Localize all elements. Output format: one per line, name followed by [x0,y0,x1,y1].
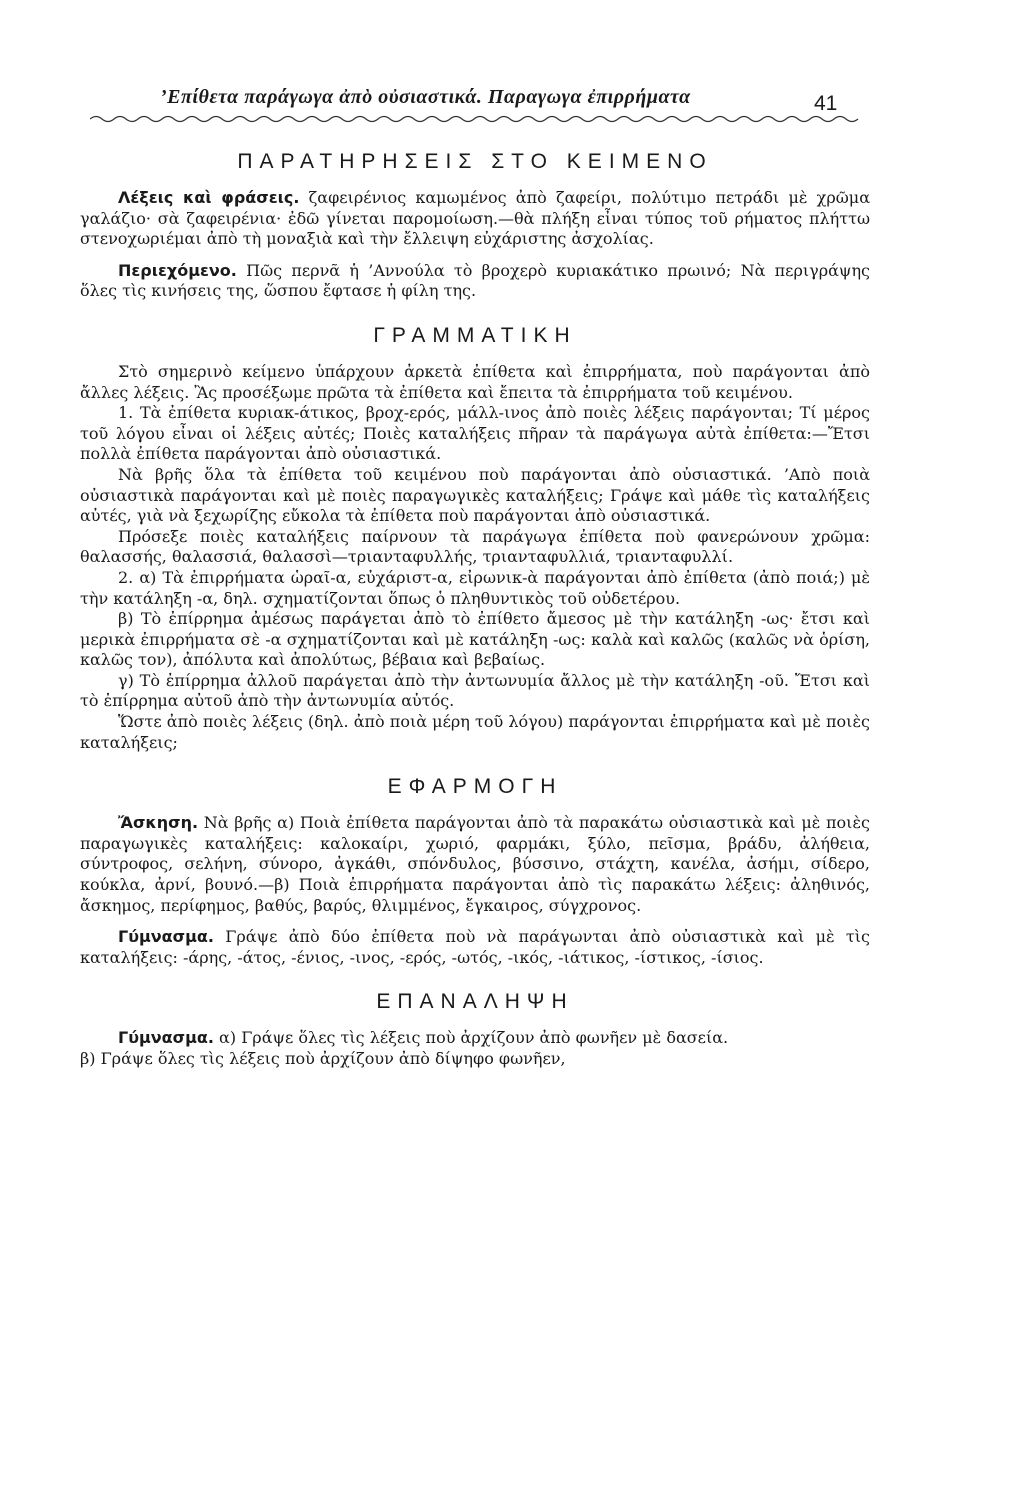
grammar-p2: Νὰ βρῆς ὅλα τὰ ἐπίθετα τοῦ κειμένου ποὺ παράγονται ἀπὸ οὐσιαστικά. ’Απὸ ποιὰ οὐσιαστικὰ παράγονται καὶ μὲ ποιὲς παραγωγικὲς καταλήξεις; Γράψε καὶ μάθε τὶς καταλήξεις αὐτές, γιὰ νὰ ξεχωρίζης εὔκολα τὰ ἐπίθετα ποὺ παράγονται ἀπὸ οὐσιαστικά. [80,464,870,526]
heading-grammar: ΓΡΑΜΜΑΤΙΚΗ [373,323,577,347]
grammar-p1: 1. Τὰ ἐπίθετα κυριακ-άτικος, βροχ-ερός, μάλλ-ινος ἀπὸ ποιὲς λέξεις παράγονται; Τί μέρος τοῦ λόγου εἶναι οἱ λέξεις αὐτές; Ποιὲς καταλήξεις πῆραν τὰ παράγωγα αὐτὰ ἐπίθετα:—Ἔτσι πολλὰ ἐπίθετα παράγονται ἀπὸ οὐσιαστικά. [80,403,870,464]
grammar-p4: 2. α) Τὰ ἐπιρρήματα ὡραῖ-α, εὐχάριστ-α, εἰρωνικ-ὰ παράγονται ἀπὸ ἐπίθετα (ἀπὸ ποιά;) μὲ τὴν κατάληξη -α, δηλ. σχηματίζονται ὅπως ὁ πληθυντικὸς τοῦ οὐδετέρου. [80,567,870,608]
page-number: 41 [814,92,838,115]
grammar-intro: Στὸ σημερινὸ κείμενο ὑπάρχουν ἀρκετὰ ἐπίθετα καὶ ἐπιρρήματα, ποὺ παράγονται ἀπὸ ἄλλες λέξεις. Ἂς προσέξωμε πρῶτα τὰ ἐπίθετα καὶ ἔπειτα τὰ ἐπιρρήματα τοῦ κειμένου. [80,361,870,402]
review-line-2: β) Γράψε ὅλες τὶς λέξεις ποὺ ἀρχίζουν ἀπὸ δίψηφο φωνῆεν, [80,1049,566,1068]
paragraph-exercise [80,813,870,916]
grammar-p7: Ὥστε ἀπὸ ποιὲς λέξεις (δηλ. ἀπὸ ποιὰ μέρη τοῦ λόγου) παράγονται ἐπιρρήματα καὶ μὲ ποιὲς καταλήξεις; [80,712,870,752]
label-words: Λέξεις καὶ φράσεις. [118,188,300,207]
heading-review: ΕΠΑΝΑΛΗΨΗ [376,990,574,1014]
label-content: Περιεχόμενο. [118,260,237,280]
grammar-p5: β) Τὸ ἐπίρρημα ἀμέσως παράγεται ἀπὸ τὸ ἐπίθετο ἄμεσος μὲ τὴν κατάληξη -ως· ἔτσι καὶ μερικὰ ἐπιρρήματα σὲ -α σχηματίζονται καὶ μὲ κατάληξη -ως: καλὰ καὶ καλῶς (καλῶς νὰ ὁρίση, καλῶς τον), ἀπόλυτα καὶ ἀπολύτως, βέβαια καὶ βεβαίως. [80,609,870,670]
paragraph-words [80,188,870,250]
page-content [80,150,870,1070]
paragraph-content [80,261,870,302]
words-body: ζαφειρένιος καμωμένος ἀπὸ ζαφείρι, πολύτιμο πετράδι μὲ χρῶμα γαλάζιο· σὰ ζαφειρένια· ἐδῶ γίνεται παρομοίωση.—θὰ πλήξη εἶναι τύπος τοῦ ρήματος πλήττω στενοχωριέμαι ἀπὸ τὴ μοναξιὰ καὶ τὴν ἔλλειψη εὐχάριστης ἀσχολίας. [80,188,870,249]
label-gymnasma: Γύμνασμα. [118,927,214,947]
label-review-gymnasma: Γύμνασμα. [118,1028,214,1048]
gymnasma-body: Γράψε ἀπὸ δύο ἐπίθετα ποὺ νὰ παράγωνται ἀπὸ οὐσιαστικὰ καὶ μὲ τὶς καταλήξεις: -άρης, -άτος, -ένιος, -ινος, -ερός, -ωτός, -ικός, -ιάτικος, -ίστικος, -ίσιος. [80,927,870,967]
grammar-p6: γ) Τὸ ἐπίρρημα ἀλλοῦ παράγεται ἀπὸ τὴν ἀντωνυμία ἄλλος μὲ τὴν κατάληξη -οῦ. Ἔτσι καὶ τὸ ἐπίρρημα αὐτοῦ ἀπὸ τὴν ἀντωνυμία αὐτός. [80,670,870,711]
label-exercise: Ἄσκηση. [118,813,199,833]
heading-application: ΕΦΑΡΜΟΓΗ [387,775,563,799]
review-line-1 [80,1028,870,1049]
heading-observations: ΠΑΡΑΤΗΡΗΣΕΙΣ ΣΤΟ ΚΕΙΜΕΝΟ [237,150,713,173]
exercise-body: Νὰ βρῆς α) Ποιὰ ἐπίθετα παράγονται ἀπὸ τὰ παρακάτω οὐσιαστικὰ καὶ μὲ ποιὲς παραγωγικὲς καταλήξεις: καλοκαίρι, χωριό, φαρμάκι, ξύλο, πεῖσμα, βράδυ, ἀλήθεια, σύντροφος, σελήνη, σύνορο, ἀγκάθι, σπόνδυλος, βύσσινο, στάχτη, κανέλα, ἀσήμι, σίδερο, κούκλα, ἀρνί, βουνό.—β) Ποιὰ ἐπιρρήματα παράγονται ἀπὸ τὶς παρακάτω λέξεις: ἀληθινός, ἄσκημος, περίφημος, βαθύς, βαρύς, θλιμμένος, ἔγκαιρος, σύγχρονος. [80,813,870,915]
wavy-rule [90,112,865,126]
running-title: ’Επίθετα παράγωγα ἀπὸ οὐσιαστικά. Παραγωγα ἐπιρρήματα [160,86,691,108]
review-line-1-body: α) Γράψε ὅλες τὶς λέξεις ποὺ ἀρχίζουν ἀπὸ φωνῆεν μὲ δασεία. [213,1028,729,1048]
grammar-p3: Πρόσεξε ποιὲς καταλήξεις παίρνουν τὰ παράγωγα ἐπίθετα ποὺ φανερώνουν χρῶμα: θαλασσής, θαλασσιά, θαλασσὶ—τριανταφυλλής, τριανταφυλλιά, τριανταφυλλί. [80,526,870,567]
content-body: Πῶς περνᾶ ἡ ’Αννούλα τὸ βροχερὸ κυριακάτικο πρωινό; Νὰ περιγράψης ὅλες τὶς κινήσεις της, ὥσπου ἔφτασε ἡ φίλη της. [80,260,870,301]
paragraph-gymnasma [80,927,870,968]
